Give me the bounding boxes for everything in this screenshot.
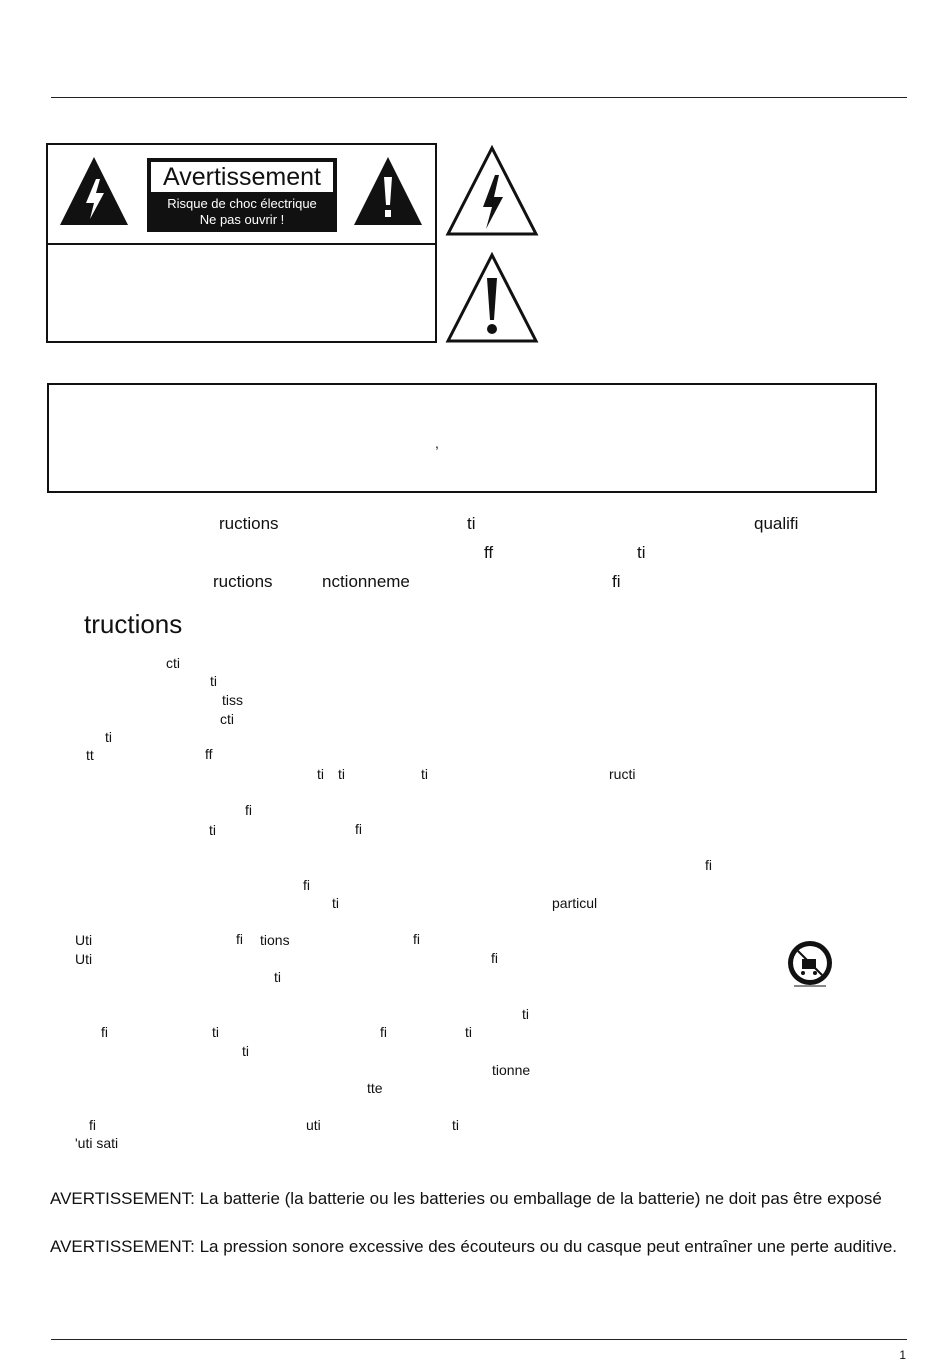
instruction-fragment: tt bbox=[86, 747, 94, 763]
instruction-fragment: tionne bbox=[492, 1062, 531, 1078]
instruction-fragment: ff bbox=[205, 746, 213, 762]
exclamation-triangle-icon bbox=[352, 155, 424, 227]
instruction-fragment: fi bbox=[413, 931, 420, 947]
instruction-fragment: ti bbox=[317, 766, 324, 782]
instruction-fragment: cti bbox=[166, 655, 180, 671]
warning-label-title: Avertissement bbox=[151, 162, 333, 192]
instruction-fragment: ti bbox=[522, 1006, 529, 1022]
warning-label-line1: Risque de choc électrique bbox=[167, 196, 317, 211]
instruction-fragment: fi bbox=[355, 821, 362, 837]
warning-label-plate bbox=[147, 158, 337, 232]
instruction-fragment: fi bbox=[236, 931, 243, 947]
intro-fragment: ti bbox=[637, 543, 646, 562]
instruction-fragment: ti bbox=[210, 673, 217, 689]
bottom-rule bbox=[51, 1339, 907, 1340]
instruction-fragment: ti bbox=[242, 1043, 249, 1059]
instruction-fragment: 'uti sati bbox=[75, 1135, 119, 1151]
instruction-fragment: fi bbox=[491, 950, 498, 966]
intro-fragment: ructions bbox=[213, 572, 273, 591]
instruction-fragment: ti bbox=[452, 1117, 459, 1133]
instruction-fragment: ructi bbox=[609, 766, 636, 782]
instruction-fragment: ti bbox=[209, 822, 216, 838]
caution-comma: , bbox=[435, 435, 439, 451]
section-heading: tructions bbox=[84, 609, 183, 639]
warning-label-line2: Ne pas ouvrir ! bbox=[199, 212, 285, 227]
instruction-fragment: tiss bbox=[222, 692, 243, 708]
lightning-triangle-icon bbox=[58, 155, 130, 227]
instruction-fragment: fi bbox=[101, 1024, 108, 1040]
instruction-fragment: ti bbox=[212, 1024, 219, 1040]
instruction-fragment: ti bbox=[421, 766, 428, 782]
intro-fragment: ff bbox=[484, 543, 494, 562]
caution-box bbox=[47, 383, 877, 493]
hearing-warning: AVERTISSEMENT: La pression sonore excessive des écouteurs ou du casque peut entraîner une perte auditive. bbox=[50, 1237, 898, 1256]
instruction-fragment: ti bbox=[274, 969, 281, 985]
instruction-fragment: ti bbox=[332, 895, 339, 911]
instruction-fragment: fi bbox=[245, 802, 252, 818]
intro-fragment: fi bbox=[612, 572, 621, 591]
instruction-fragment: particul bbox=[552, 895, 598, 911]
page-number: 1 bbox=[899, 1348, 906, 1362]
instruction-fragment: fi bbox=[380, 1024, 387, 1040]
top-rule bbox=[51, 97, 907, 98]
intro-fragment: ti bbox=[467, 514, 476, 533]
instruction-fragment: cti bbox=[220, 711, 234, 727]
instruction-fragment: Uti bbox=[75, 951, 93, 967]
instruction-fragment: ti bbox=[338, 766, 345, 782]
intro-fragment: qualifi bbox=[754, 514, 799, 533]
cart-tip-over-icon bbox=[786, 939, 834, 989]
instruction-fragment: tte bbox=[367, 1080, 383, 1096]
instruction-fragment: ti bbox=[105, 729, 112, 745]
exclamation-triangle-outline-icon bbox=[445, 252, 539, 344]
instruction-fragment: tions bbox=[260, 932, 290, 948]
intro-fragment: ructions bbox=[219, 514, 279, 533]
lightning-triangle-outline-icon bbox=[445, 145, 539, 237]
instruction-fragment: uti bbox=[306, 1117, 321, 1133]
intro-fragment: nctionneme bbox=[322, 572, 410, 591]
warning-label-box bbox=[46, 143, 437, 343]
instruction-fragment: fi bbox=[89, 1117, 96, 1133]
instruction-fragment: fi bbox=[705, 857, 712, 873]
warning-box-divider bbox=[48, 243, 435, 245]
battery-warning: AVERTISSEMENT: La batterie (la batterie ou les batteries ou emballage de la batterie) ne doit pas être exposé bbox=[50, 1189, 882, 1208]
instruction-fragment: Uti bbox=[75, 932, 93, 948]
instruction-fragment: ti bbox=[465, 1024, 472, 1040]
instruction-fragment: fi bbox=[303, 877, 310, 893]
